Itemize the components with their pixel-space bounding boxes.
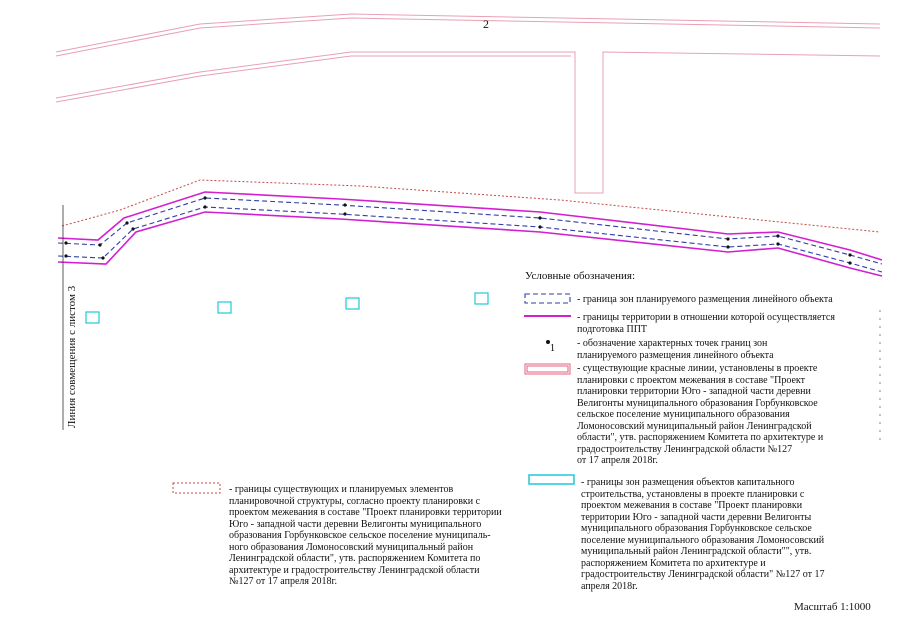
parcel-line-top-inner [56, 18, 880, 56]
alignment-label: Линия совмещения с листом 3 [66, 285, 78, 428]
point-marker [726, 237, 729, 240]
point-marker [203, 205, 206, 208]
legend-text-zone-boundary: - граница зон планируемого размещения линейного объекта [577, 294, 833, 305]
point-marker [125, 221, 128, 224]
point-marker [64, 241, 67, 244]
legend-text-characteristic-points: - обозначение характерных точек границ зон планируемого размещения линейного объекта [577, 338, 774, 361]
point-marker [64, 254, 67, 257]
legend-symbol-blue-dashed [524, 293, 572, 305]
planning-structure-boundary [62, 180, 880, 232]
point-marker [726, 245, 729, 248]
legend-title: Условные обозначения: [525, 270, 636, 282]
legend-text-planning-structure: - границы существующих и планируемых элементов планировочной структуры, согласно проекту планировки с проектом межевания в составе "Проект планировки территории Юго - западной части деревни Велигонты муниципального образования Горбунковское сельское поселение муниципаль- ного образования Ломоносовский муниципальный район Ленинградской области", утв. распоряжением Комитета по архитектуре и градостроительству Ленинградской области №127 от 17 апреля 2018г. [229, 484, 502, 587]
point-marker [538, 216, 541, 219]
legend-symbol-point [543, 337, 561, 353]
legend-symbol-pink-double [524, 363, 572, 376]
parcel-line-lower [56, 56, 571, 102]
point-marker [776, 242, 779, 245]
parcel-line-top [56, 14, 880, 52]
legend-symbol-magenta-line [524, 313, 572, 319]
point-marker [101, 256, 104, 259]
point-marker [203, 196, 206, 199]
legend-text-capital-zones: - границы зон размещения объектов капитального строительства, установлены в проекте планировки с проектом межевания в составе "Проект планировки территории Юго - западной части деревни Велигонты муниципального образования Горбунковское сельское поселение муниципального образования Ломоносовский муниципальный район Ленинградской области"", утв. распоряжением Комитета по архитектуре и градостроительству Ленинградской области" №127 от 17 апреля 2018г. [581, 477, 825, 592]
capital-construction-zones [86, 293, 488, 323]
point-marker [848, 253, 851, 256]
sheet-number: 2 [483, 17, 489, 31]
capital-zone [218, 302, 231, 313]
point-marker [776, 234, 779, 237]
legend-text-red-lines: - существующие красные линии, установлены в проекте планировки с проектом межевания в составе "Проект планировки территории Юго - западной части деревни Велигонты муниципального образования Горбунковское сельское поселение муниципального образования Ломоносовский муниципальный район Ленинградской области", утв. распоряжением Комитета по архитектуре и градостроительству Ленинградской области №127 от 17 апреля 2018г. [577, 363, 824, 466]
point-marker [131, 227, 134, 230]
capital-zone [86, 312, 99, 323]
legend-symbol-red-dotted [172, 482, 222, 496]
legend-text-ppt-boundary: - границы территории в отношении которой осуществляется подготовка ППТ [577, 312, 835, 335]
point-marker [343, 203, 346, 206]
ppt-boundary-lower [58, 212, 882, 276]
upper-parcel-outlines [56, 14, 880, 193]
point-marker [98, 243, 101, 246]
scale-label: Масштаб 1:1000 [794, 601, 871, 613]
point-marker [848, 261, 851, 264]
capital-zone [475, 293, 488, 304]
point-marker [343, 212, 346, 215]
capital-zone [346, 298, 359, 309]
parcel-road-outline [56, 52, 880, 193]
legend-symbol-cyan [528, 474, 576, 486]
linear-object-zone [58, 198, 882, 272]
ppt-territory-boundary [58, 192, 882, 276]
point-marker [538, 225, 541, 228]
legend-point-label: 1 [550, 343, 555, 353]
zone-boundary-lower [58, 207, 882, 272]
